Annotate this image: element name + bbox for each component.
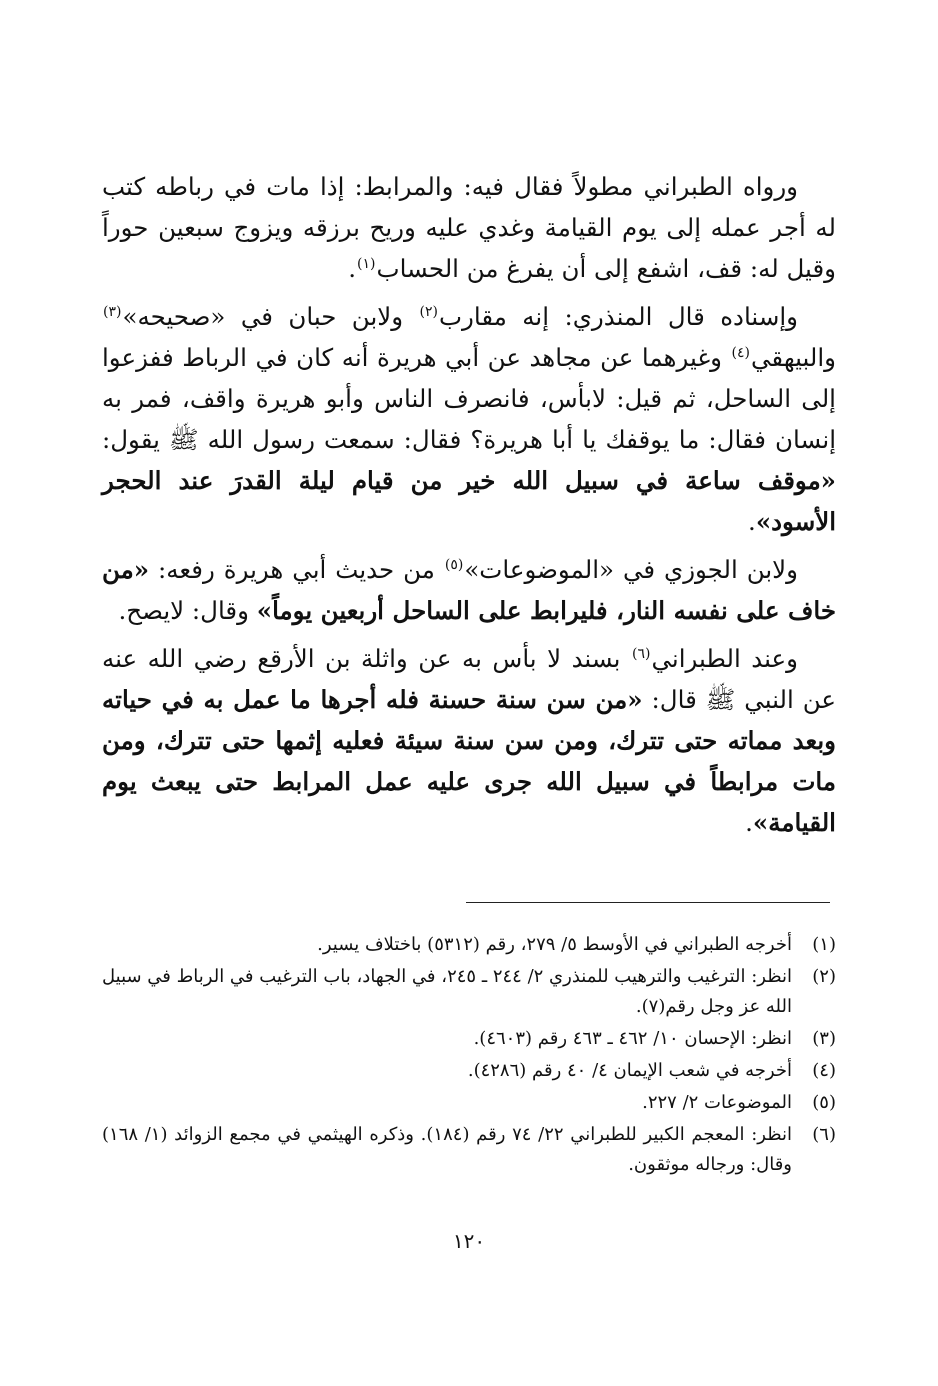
hadith-quote-3: «من سن سنة حسنة فله أجرها ما عمل به في حياته وبعد مماته حتى تترك، ومن سن سنة سيئة فعليه إثمها حتى تترك، ومن مات مرابطاً في سبيل الله جرى عليه عمل المرابط حتى يبعث يوم القيامة» bbox=[102, 685, 836, 837]
footnote-number: (٣) bbox=[812, 1028, 836, 1049]
footnote-ref-4: (٤) bbox=[731, 344, 750, 361]
footnote-number: (٦) bbox=[812, 1124, 836, 1145]
footnote-2 bbox=[102, 962, 836, 1022]
footnote-ref-6: (٦) bbox=[631, 645, 651, 662]
footnote-number: (٢) bbox=[812, 966, 836, 987]
paragraph-2-text-d: وغيرهما عن مجاهد عن أبي هريرة أنه كان في الرباط ففزعوا إلى الساحل، ثم قيل: لابأس، فانصرف الناس وأبو هريرة واقف، فمر به إنسان فقال: ما يوقفك يا أبا هريرة؟ فقال: سمعت رسول الله ﷺ يقول: bbox=[102, 343, 836, 454]
footnote-text: انظر: المعجم الكبير للطبراني ٢٢/ ٧٤ رقم (١٨٤). وذكره الهيثمي في مجمع الزوائد (١/ ١٦٨) وقال: ورجاله موثقون. bbox=[102, 1124, 792, 1175]
footnote-text: أخرجه الطبراني في الأوسط ٥/ ٢٧٩، رقم (٥٣١٢) باختلاف يسير. bbox=[317, 934, 792, 955]
footnotes bbox=[102, 930, 836, 1182]
paragraph-3 bbox=[102, 549, 836, 631]
footnote-ref-3: (٣) bbox=[103, 303, 122, 320]
footnote-ref-5: (٥) bbox=[444, 556, 464, 573]
paragraph-3-text-a: ولابن الجوزي في «الموضوعات» bbox=[464, 555, 798, 584]
footnote-1 bbox=[102, 930, 836, 960]
footnote-text: انظر: الإحسان ١٠/ ٤٦٢ ـ ٤٦٣ رقم (٤٦٠٣). bbox=[473, 1028, 792, 1049]
footnote-number: (٤) bbox=[812, 1060, 836, 1081]
footnote-ref-2: (٢) bbox=[419, 303, 438, 320]
paragraph-2-text-b: ولابن حبان في «صحيحه» bbox=[122, 302, 419, 331]
footnote-5 bbox=[102, 1088, 836, 1118]
hadith-quote-2: «من خاف على نفسه النار، فليرابط على الساحل أربعين يوماً» bbox=[102, 555, 836, 625]
paragraph-4-end: . bbox=[745, 808, 753, 837]
footnote-6 bbox=[102, 1120, 836, 1180]
paragraph-2 bbox=[102, 296, 836, 542]
paragraph-4-text-b: بسند لا بأس به عن واثلة بن الأرقع رضي الله عنه عن النبي ﷺ قال: bbox=[102, 644, 836, 714]
paragraph-4-text-a: وعند الطبراني bbox=[651, 644, 798, 673]
paragraph-1-end: . bbox=[348, 254, 357, 283]
footnote-text: الموضوعات ٢/ ٢٢٧. bbox=[642, 1092, 792, 1113]
paragraph-3-text-b: من حديث أبي هريرة رفعه: bbox=[149, 555, 444, 584]
paragraph-1 bbox=[102, 166, 836, 289]
paragraph-3-text-c: وقال: لايصح. bbox=[118, 596, 257, 625]
footnote-text: أخرجه في شعب الإيمان ٤/ ٤٠ رقم (٤٢٨٦). bbox=[467, 1060, 792, 1081]
paragraph-4 bbox=[102, 638, 836, 843]
paragraph-1-text: ورواه الطبراني مطولاً فقال فيه: والمرابط: إذا مات في رباطه كتب له أجر عمله إلى يوم القيامة وغدي عليه وريح برزقه ويزوج سبعين حوراً وقيل له: قف، اشفع إلى أن يفرغ من الحساب bbox=[102, 172, 836, 283]
footnote-text: انظر: الترغيب والترهيب للمنذري ٢/ ٢٤٤ ـ ٢٤٥، في الجهاد، باب الترغيب في الرباط في سبيل الله عز وجل رقم(٧). bbox=[102, 966, 792, 1017]
hadith-quote-1: «موقف ساعة في سبيل الله خير من قيام ليلة القدرَ عند الحجر الأسود» bbox=[102, 466, 836, 536]
footnote-ref-1: (١) bbox=[357, 255, 376, 272]
footnote-3 bbox=[102, 1024, 836, 1054]
paragraph-2-end: . bbox=[748, 507, 756, 536]
page-number: ١٢٠ bbox=[452, 1229, 486, 1253]
footnote-4 bbox=[102, 1056, 836, 1086]
footnote-number: (١) bbox=[812, 934, 836, 955]
footnote-number: (٥) bbox=[812, 1092, 836, 1113]
main-text bbox=[102, 166, 836, 850]
paragraph-2-text-a: وإسناده قال المنذري: إنه مقارب bbox=[438, 302, 798, 331]
footnote-separator bbox=[466, 902, 830, 903]
paragraph-2-text-c: والبيهقي bbox=[751, 343, 836, 372]
